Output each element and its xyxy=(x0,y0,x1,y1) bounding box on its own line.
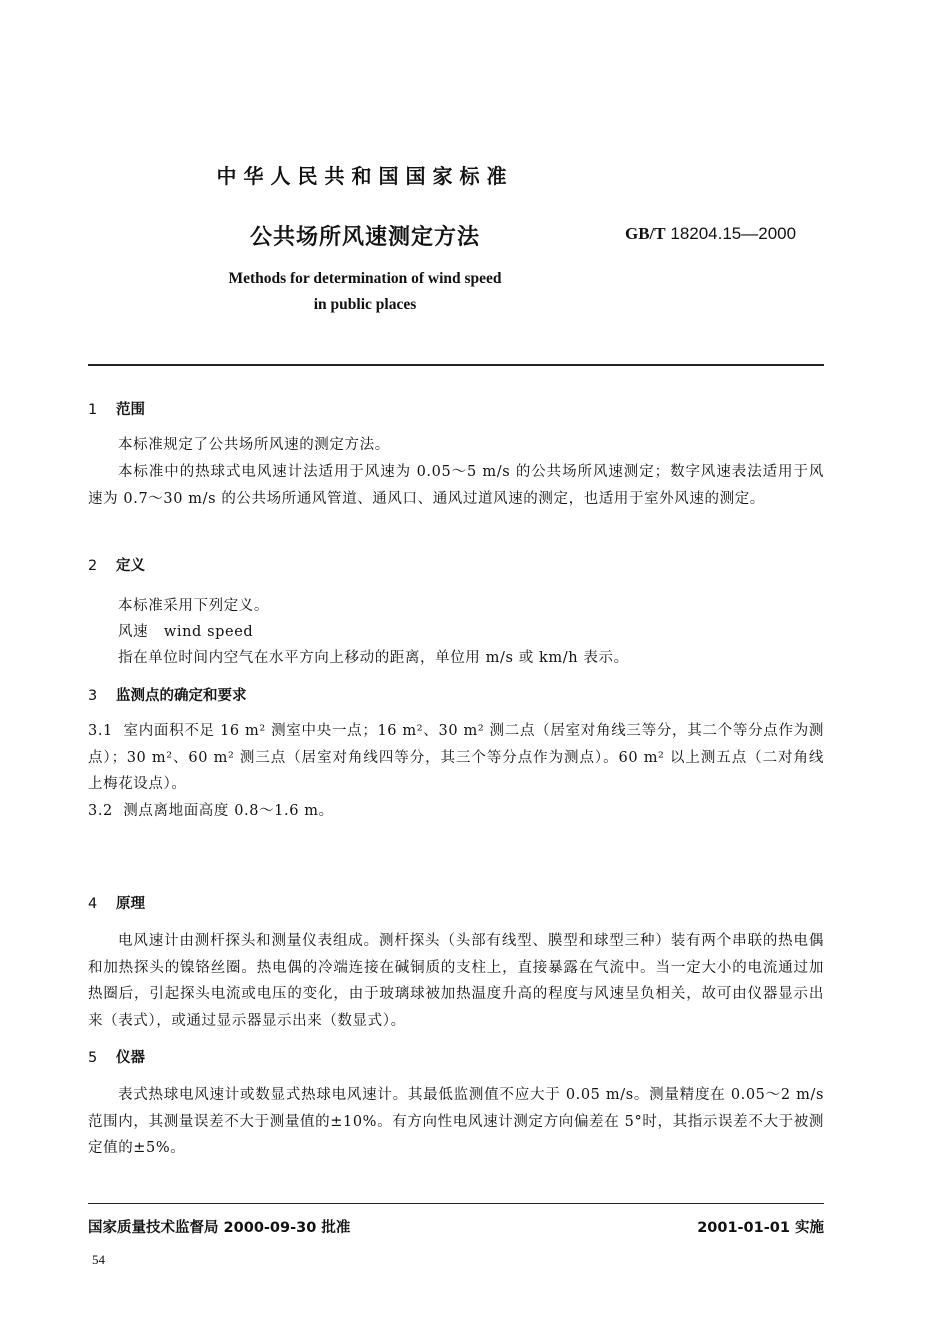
clause-3-1-text: 室内面积不足 16 m² 测室中央一点；16 m²、30 m² 测二点（居室对角线三等分，其二个等分点作为测点）；30 m²、60 m² 测三点（居室对角线四等分，其三个等分点作为测点）。60 m² 以上测五点（二对角线上梅花设点）。 xyxy=(88,723,825,792)
section-4-number: 4 xyxy=(88,896,98,912)
section-5-paragraph: 表式热球电风速计或数显式热球电风速计。其最低监测值不应大于 0.05 m/s。测量精度在 0.05～2 m/s 范围内，其测量误差不大于测量值的±10%。有方向性电风速计测定方向偏差在 5°时，其指示误差不大于被测定值的±5%。 xyxy=(88,1087,824,1156)
term-entry xyxy=(118,620,253,641)
clause-3-1-number: 3.1 xyxy=(88,723,113,739)
standard-code-prefix: GB/T xyxy=(625,224,666,243)
section-2-heading xyxy=(88,554,145,575)
section-4-heading xyxy=(88,892,145,913)
section-5-number: 5 xyxy=(88,1050,98,1066)
standard-title-cn: 公共场所风速测定方法 xyxy=(249,225,480,250)
standard-title-en-line1: Methods for determination of wind speed xyxy=(228,270,502,287)
national-standard-title: 中华人民共和国国家标准 xyxy=(216,164,514,188)
clause-3-2-text: 测点离地面高度 0.8～1.6 m。 xyxy=(123,803,334,819)
section-3-title: 监测点的确定和要求 xyxy=(116,688,247,704)
standard-code-number: 18204.15—2000 xyxy=(670,224,797,243)
clause-3-1 xyxy=(88,718,824,798)
clause-3-2-number: 3.2 xyxy=(88,803,113,819)
term-definition: 指在单位时间内空气在水平方向上移动的距离，单位用 m/s 或 km/h 表示。 xyxy=(118,650,629,666)
term-en: wind speed xyxy=(163,624,254,640)
section-1-heading xyxy=(88,398,145,419)
standard-title-en-line2: in public places xyxy=(313,296,417,313)
section-1-title: 范围 xyxy=(116,402,145,418)
standard-code xyxy=(625,224,796,244)
approval-date: 国家质量技术监督局 2000-09-30 批准 xyxy=(88,1220,351,1236)
section-2-number: 2 xyxy=(88,558,98,574)
section-1-paragraph-1: 本标准规定了公共场所风速的测定方法。 xyxy=(118,437,390,453)
section-1-number: 1 xyxy=(88,402,98,418)
term-cn: 风速 xyxy=(118,624,149,640)
section-4-title: 原理 xyxy=(116,896,145,912)
section-4-paragraph: 电风速计由测杆探头和测量仪表组成。测杆探头（头部有线型、膜型和球型三种）装有两个串联的热电偶和加热探头的镍铬丝圈。热电偶的冷端连接在碱铜质的支柱上，直接暴露在气流中。当一定大小的电流通过加热圈后，引起探头电流或电压的变化，由于玻璃球被加热温度升高的程度与风速呈负相关，故可由仪器显示出来（表式），或通过显示器显示出来（数显式）。 xyxy=(88,933,824,1029)
implementation-date: 2001-01-01 实施 xyxy=(697,1220,824,1236)
section-2-title: 定义 xyxy=(116,558,145,574)
section-3-heading xyxy=(88,684,247,705)
section-1-paragraph-2: 本标准中的热球式电风速计法适用于风速为 0.05～5 m/s 的公共场所风速测定；数字风速表法适用于风速为 0.7～30 m/s 的公共场所通风管道、通风口、通风过道风速的测定，也适用于室外风速的测定。 xyxy=(88,464,824,507)
section-3-number: 3 xyxy=(88,688,98,704)
footer-divider xyxy=(88,1203,824,1204)
section-5-heading xyxy=(88,1046,145,1067)
clause-3-2 xyxy=(88,798,824,825)
section-5-title: 仪器 xyxy=(116,1050,145,1066)
page-number: 54 xyxy=(92,1252,105,1267)
section-2-paragraph-1: 本标准采用下列定义。 xyxy=(118,598,269,614)
header-divider xyxy=(88,364,824,366)
